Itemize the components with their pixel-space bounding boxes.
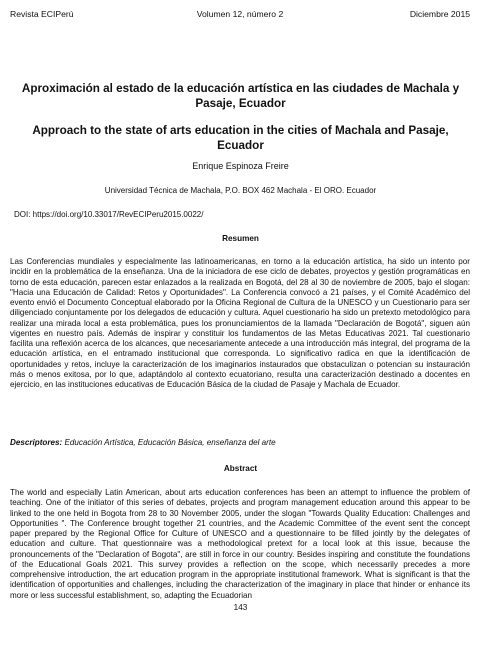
running-header (10, 9, 470, 21)
abstract-heading: Abstract (223, 464, 258, 473)
journal-name: Revista ECIPerú (10, 9, 74, 19)
resumen-heading: Resumen (222, 234, 259, 243)
issue-date: Diciembre 2015 (409, 9, 470, 19)
page-number: 143 (233, 603, 248, 612)
keywords-line (10, 438, 276, 447)
keywords-label: Descriptores: (10, 438, 63, 447)
title-english: Approach to the state of arts education in the cities of Machala and Pasaje, Ecuador (32, 124, 449, 152)
abstract-text: The world and especially Latin American, about arts education conferences has been an attempt to influence the problem of teaching. One of the initiator of this series of debates, projects and program management education around this appear to be linked to the one held in Bogota from 28 to 30 November 2005, under the slogan "Towards Quality Education: Challenges and Opportunities ". The Conference brought together 21 countries, and the Academic Committee of the event sent the concept paper prepared by the Regional Office for Culture of UNESCO and a questionnaire to be filled jointly by the delegates of education and culture. That questionnaire was a methodological pretext for a local look at this issue, because the pronouncements of the "Declaration of Bogota", are still in force in our country. Besides inspiring and constitute the foundations of the Educational Goals 2021. This survey provides a reflection on the scope, which necessarily precedes a more comprehensive introduction, the art education program in the appropriate institutional framework. What is significant is that the identification of opportunities and challenges, including the characterization of the imaginary in place that hinder or enhance its more or less successful establishment, so, adapting the Ecuadorian (10, 488, 470, 600)
volume-info: Volumen 12, número 2 (196, 9, 284, 19)
title-spanish: Aproximación al estado de la educación artística en las ciudades de Machala y Pasaje, Ecuador (21, 82, 460, 110)
author-name: Enrique Espinoza Freire (192, 161, 289, 171)
resumen-text: Las Conferencias mundiales y especialmente las latinoamericanas, en torno a la educación artística, ha sido un intento por incidir en la problemática de la enseñanza. Una de la iniciadora de ese ciclo de debates, proyectos y gestión programáticas en torno de esta educación, parecen estar enlazados a la realizada en Bogotá, del 28 al 30 de noviembre de 2005, bajo el slogan: "Hacia una Educación de Calidad: Retos y Oportunidades". La Conferencia convocó a 21 países, y el Comité Académico del evento envió el Documento Conceptual elaborado por la Oficina Regional de Cultura de la UNESCO y un Cuestionario para ser diligenciado conjuntamente por los delegados de educación y cultura. Aquel cuestionario ha sido un pretexto metodológico para realizar una mirada local a esta problemática, pues los pronunciamientos de la llamada "Declaración de Bogotá", siguen aún vigentes en nuestro país. Además de inspirar y constituir los fundamentos de las Metas Educativas 2021. Tal cuestionario facilita una reflexión acerca de los alcances, que necesariamente antecede a una introducción más integral, del programa de la educación artística, en el entramado institucional que corresponda. Lo significativo radica en que la identificación de oportunidades y retos, incluye la caracterización de los imaginarios instaurados que obstaculizan o potencian su instauración más o menos exitosa, por lo que, adaptándolo al contexto ecuatoriano, resulta una caracterización destinado a docentes en ejercicio, en las instituciones educativas de Educación Básica de la ciudad de Pasaje y Machala de Ecuador. (10, 257, 470, 389)
author-affiliation: Universidad Técnica de Machala, P.O. BOX 462 Machala - El ORO. Ecuador (104, 186, 377, 195)
doi-link[interactable]: DOI: https://doi.org/10.33017/RevECIPeru2015.0022/ (14, 210, 204, 219)
keywords-text: Educación Artística, Educación Básica, enseñanza del arte (64, 438, 276, 447)
